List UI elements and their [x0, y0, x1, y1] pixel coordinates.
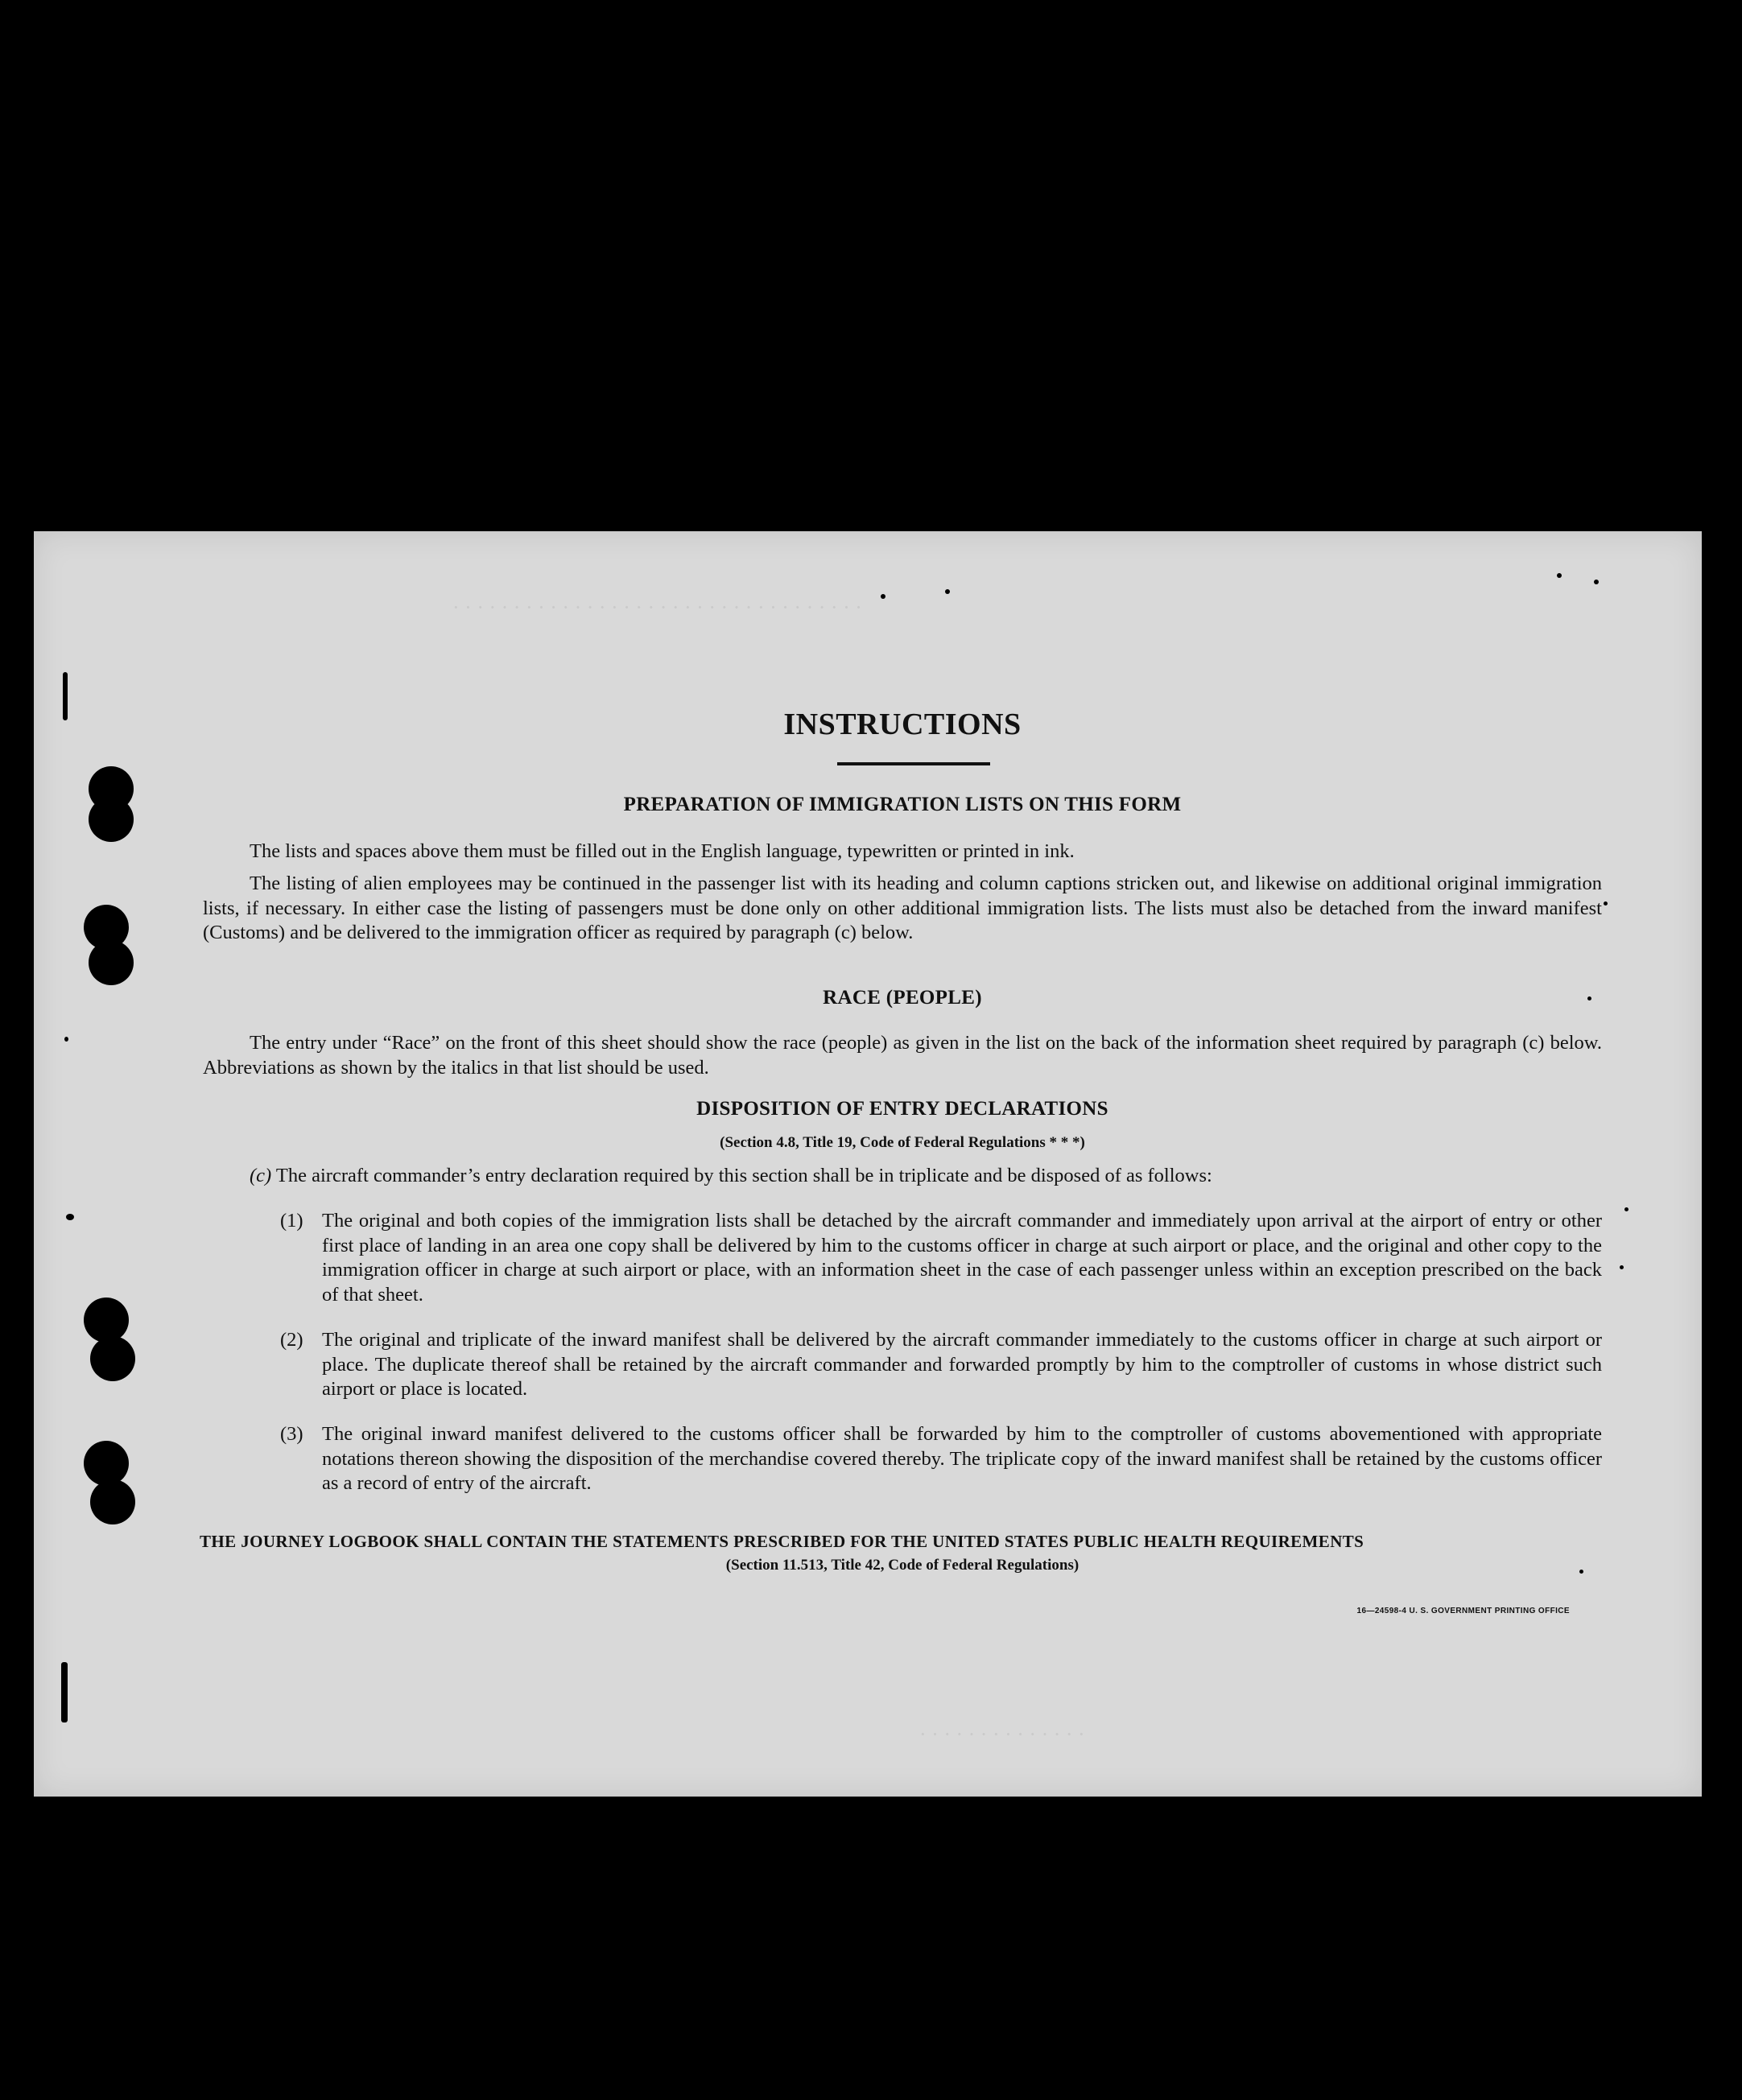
public-health-statement: THE JOURNEY LOGBOOK SHALL CONTAIN THE STATEMENTS PRESCRIBED FOR THE UNITED STATES PUBLIC HEALTH REQUIREMENTS [200, 1532, 1364, 1551]
list-item [280, 1328, 1602, 1402]
scan-mark [1557, 573, 1562, 578]
scan-mark [63, 672, 68, 720]
punch-hole [84, 1441, 129, 1486]
list-item-text: The original inward manifest delivered to the customs officer shall be forwarded by him to the comptroller of customs abovementioned with appropriate notations thereon showing the disposition of the merchandise covered thereby. The triplicate copy of the inward manifest shall be retained by the customs officer as a record of entry of the aircraft. [322, 1423, 1602, 1494]
paragraph-intro [250, 1164, 1602, 1189]
paragraph-english-language: The lists and spaces above them must be filled out in the English language, typewritten or printed in ink. [250, 840, 1075, 862]
punch-hole [89, 940, 134, 985]
paragraph-alien-employees: The listing of alien employees may be continued in the passenger list with its heading and column captions stricken out, and likewise on additional original immigration lists, if necessary. In either case the listing of passengers must be done only on other additional immigration lists. The lists must also be detached from the inward manifest (Customs) and be delivered to the immigration officer as required by paragraph (c) below. [203, 873, 1602, 943]
paragraph-race-entry: The entry under “Race” on the front of this sheet should show the race (people) as given in the list on the back of the information sheet required by paragraph (c) below. Abbreviations as shown by the italics in that list should be used. [203, 1032, 1602, 1079]
paragraph-label: (c) [250, 1165, 272, 1186]
document-page [34, 531, 1702, 1797]
scan-mark [1604, 901, 1608, 906]
scan-mark [945, 589, 950, 594]
punch-hole [90, 1336, 135, 1381]
punch-hole [84, 1298, 129, 1343]
page-title: INSTRUCTIONS [783, 708, 1022, 741]
scan-mark [66, 1214, 74, 1220]
list-item-text: The original and both copies of the immigration lists shall be detached by the aircraft commander and immediately upon arrival at the airport of entry or other first place of landing in an area one copy shall be delivered by him to the customs officer in charge at such airport or place, and the original and other copy to the immigration officer in charge at such airport or place, with an information sheet in the case of each passenger unless within an exception prescribed on the back of that sheet. [322, 1210, 1602, 1306]
section-citation: (Section 4.8, Title 19, Code of Federal Regulations * * *) [720, 1134, 1085, 1151]
list-item [280, 1209, 1602, 1307]
list-item-number: (2) [280, 1329, 303, 1351]
list-item [280, 1422, 1602, 1496]
punch-hole [89, 797, 134, 842]
scan-mark [1624, 1207, 1628, 1211]
paragraph-intro-text: The aircraft commander’s entry declaration required by this section shall be in triplicate and be disposed of as follows: [275, 1165, 1212, 1186]
scan-mark [1594, 580, 1599, 584]
section-heading-preparation: PREPARATION OF IMMIGRATION LISTS ON THIS FORM [623, 794, 1182, 815]
scan-mark [881, 594, 885, 599]
scan-mark [1620, 1265, 1624, 1269]
section-heading-race: RACE (PEOPLE) [823, 987, 982, 1009]
bleed-through-text: · · · · · · · · · · · · · · · · · · · · · · · · · · · · · · · · · · [452, 596, 862, 619]
list-item-number: (1) [280, 1210, 303, 1232]
section-heading-disposition: DISPOSITION OF ENTRY DECLARATIONS [696, 1098, 1108, 1120]
printing-office-code: 16—24598-4 U. S. GOVERNMENT PRINTING OFFICE [1356, 1607, 1570, 1615]
scan-mark [64, 1037, 68, 1042]
bleed-through-text: · · · · · · · · · · · · · · [919, 1722, 1085, 1746]
list-item-text: The original and triplicate of the inward manifest shall be delivered by the aircraft commander immediately to the customs officer in charge at such airport or place. The duplicate thereof shall be retained by the aircraft commander and forwarded promptly by him to the comptroller of customs in whose district such airport or place is located. [322, 1329, 1602, 1400]
list-item-number: (3) [280, 1423, 303, 1445]
scan-mark [61, 1662, 68, 1722]
public-health-citation: (Section 11.513, Title 42, Code of Federal Regulations) [725, 1557, 1079, 1574]
title-underline [837, 762, 990, 765]
punch-hole [90, 1479, 135, 1524]
